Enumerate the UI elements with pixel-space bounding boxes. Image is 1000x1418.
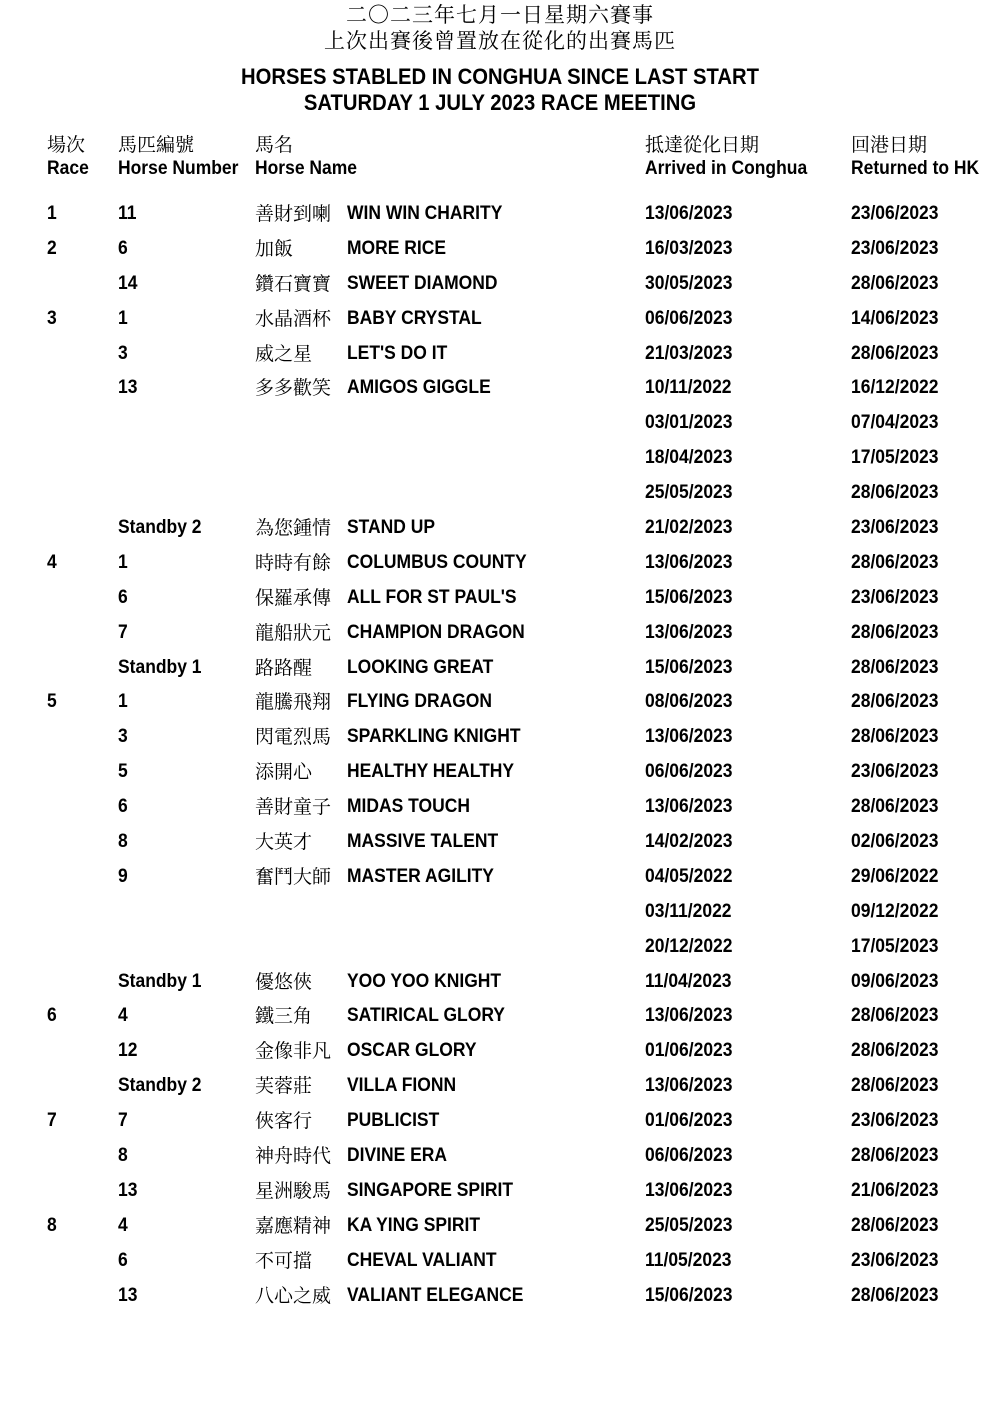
horse-name-zh-cell: 大英才 [255, 831, 313, 854]
table-row [0, 441, 1000, 476]
table-row [0, 302, 1000, 337]
race-cell: 3 [47, 307, 57, 329]
table-row [0, 1244, 1000, 1279]
horse-name-en-cell: HEALTHY HEALTHY [347, 761, 515, 783]
table-row [0, 790, 1000, 825]
title-en-line1: HORSES STABLED IN CONGHUA SINCE LAST START [240, 64, 760, 89]
horse-name-en-cell: MORE RICE [347, 237, 447, 259]
arrived-date-cell: 06/06/2023 [645, 307, 733, 329]
horse-name-en-cell: CHAMPION DRAGON [347, 621, 525, 643]
horse-name-en-cell: SWEET DIAMOND [347, 272, 498, 294]
header-returned-en: Returned to HK [851, 158, 980, 179]
returned-date-cell: 16/12/2022 [851, 377, 939, 399]
returned-date-cell: 09/06/2023 [851, 970, 939, 992]
returned-date-cell: 09/12/2022 [851, 900, 939, 922]
arrived-date-cell: 21/03/2023 [645, 342, 733, 364]
horse-name-zh-cell: 路路醒 [255, 656, 313, 679]
header-arrived [645, 133, 821, 181]
arrived-date-cell: 01/06/2023 [645, 1040, 733, 1062]
horse-name-zh-cell: 威之星 [255, 342, 313, 365]
horse-name-zh-cell: 龍船狀元 [255, 621, 332, 644]
horse-number-cell: 5 [118, 761, 128, 783]
returned-date-cell: 02/06/2023 [851, 831, 939, 853]
returned-date-cell: 23/06/2023 [851, 203, 939, 224]
horse-name-zh-cell: 鑽石寶寶 [255, 272, 332, 295]
arrived-date-cell: 01/06/2023 [645, 1110, 733, 1132]
horse-number-cell: Standby 2 [118, 517, 202, 539]
table-row [0, 755, 1000, 790]
horse-name-en-cell: OSCAR GLORY [347, 1040, 477, 1062]
table-row [0, 965, 1000, 1000]
arrived-date-cell: 13/06/2023 [645, 796, 733, 818]
horse-name-zh-cell: 多多歡笑 [255, 377, 332, 400]
arrived-date-cell: 13/06/2023 [645, 621, 733, 643]
horse-number-cell: 14 [118, 272, 138, 294]
table-row [0, 616, 1000, 651]
header-race-zh: 場次 [47, 134, 86, 156]
horse-name-zh-cell: 優悠俠 [255, 970, 313, 993]
table-row [0, 720, 1000, 755]
horse-number-cell: 12 [118, 1040, 138, 1062]
arrived-date-cell: 10/11/2022 [645, 377, 732, 399]
horse-number-cell: 6 [118, 237, 128, 259]
arrived-date-cell: 18/04/2023 [645, 447, 733, 469]
horse-name-en-cell: CHEVAL VALIANT [347, 1249, 497, 1271]
returned-date-cell: 23/06/2023 [851, 586, 939, 608]
race-cell: 6 [47, 1005, 57, 1027]
returned-date-cell: 23/06/2023 [851, 1249, 939, 1271]
horse-name-en-cell: LET'S DO IT [347, 342, 448, 364]
arrived-date-cell: 13/06/2023 [645, 726, 733, 748]
header-number-zh: 馬匹編號 [118, 134, 195, 156]
horse-name-en-cell: BABY CRYSTAL [347, 307, 482, 329]
horse-name-en-cell: MIDAS TOUCH [347, 796, 471, 818]
arrived-date-cell: 06/06/2023 [645, 761, 733, 783]
horse-number-cell: 6 [118, 796, 128, 818]
header-number-en: Horse Number [118, 158, 239, 179]
arrived-date-cell: 15/06/2023 [645, 1284, 733, 1306]
header-horse-name [255, 133, 366, 181]
horse-name-en-cell: LOOKING GREAT [347, 656, 494, 678]
horse-name-zh-cell: 芙蓉莊 [255, 1075, 313, 1098]
header-arrived-zh: 抵達從化日期 [645, 134, 760, 156]
table-row [0, 546, 1000, 581]
header-returned [851, 133, 990, 181]
table-row [0, 1174, 1000, 1209]
returned-date-cell: 28/06/2023 [851, 621, 939, 643]
horse-name-en-cell: YOO YOO KNIGHT [347, 970, 502, 992]
arrived-date-cell: 25/05/2023 [645, 482, 733, 504]
horse-number-cell: 3 [118, 726, 128, 748]
arrived-date-cell: 06/06/2023 [645, 1145, 733, 1167]
horse-number-cell: 13 [118, 1179, 138, 1201]
arrived-date-cell: 13/06/2023 [645, 551, 733, 573]
race-cell: 5 [47, 691, 57, 713]
race-cell: 2 [47, 237, 57, 259]
horse-name-zh-cell: 添開心 [255, 761, 313, 784]
horse-name-en-cell: VALIANT ELEGANCE [347, 1284, 524, 1306]
table-row [0, 197, 1000, 232]
horse-name-zh-cell: 時時有餘 [255, 551, 332, 574]
returned-date-cell: 28/06/2023 [851, 1040, 939, 1062]
returned-date-cell: 23/06/2023 [851, 1110, 939, 1132]
horse-number-cell: 11 [118, 203, 137, 224]
table-row [0, 267, 1000, 302]
returned-date-cell: 28/06/2023 [851, 691, 939, 713]
arrived-date-cell: 21/02/2023 [645, 517, 733, 539]
table-row [0, 895, 1000, 930]
horse-name-en-cell: SPARKLING KNIGHT [347, 726, 521, 748]
returned-date-cell: 23/06/2023 [851, 761, 939, 783]
returned-date-cell: 28/06/2023 [851, 1284, 939, 1306]
returned-date-cell: 28/06/2023 [851, 342, 939, 364]
horse-name-en-cell: WIN WIN CHARITY [347, 203, 503, 224]
arrived-date-cell: 13/06/2023 [645, 1075, 733, 1097]
arrived-date-cell: 16/03/2023 [645, 237, 733, 259]
title-zh-line2: 上次出賽後曾置放在從化的出賽馬匹 [324, 29, 676, 53]
arrived-date-cell: 08/06/2023 [645, 691, 733, 713]
horse-name-zh-cell: 八心之威 [255, 1284, 332, 1307]
returned-date-cell: 14/06/2023 [851, 307, 939, 329]
table-row [0, 1034, 1000, 1069]
horse-name-en-cell: PUBLICIST [347, 1110, 440, 1132]
horse-name-zh-cell: 鐵三角 [255, 1005, 313, 1028]
horse-number-cell: 6 [118, 1249, 128, 1271]
horse-table [0, 197, 1000, 1314]
header-name-en: Horse Name [255, 158, 358, 179]
horse-name-zh-cell: 奮鬥大師 [255, 865, 332, 888]
horse-name-en-cell: SATIRICAL GLORY [347, 1005, 505, 1027]
horse-name-zh-cell: 星洲駿馬 [255, 1179, 332, 1202]
arrived-date-cell: 15/06/2023 [645, 656, 733, 678]
horse-name-zh-cell: 神舟時代 [255, 1145, 332, 1168]
arrived-date-cell: 13/06/2023 [645, 1179, 733, 1201]
arrived-date-cell: 30/05/2023 [645, 272, 733, 294]
horse-name-zh-cell: 嘉應精神 [255, 1214, 332, 1237]
horse-number-cell: 7 [118, 1110, 128, 1132]
arrived-date-cell: 25/05/2023 [645, 1214, 733, 1236]
race-cell: 4 [47, 551, 57, 573]
horse-name-zh-cell: 閃電烈馬 [255, 726, 332, 749]
returned-date-cell: 28/06/2023 [851, 482, 939, 504]
horse-number-cell: 4 [118, 1005, 128, 1027]
header-arrived-en: Arrived in Conghua [645, 158, 808, 179]
table-row [0, 860, 1000, 895]
horse-name-en-cell: DIVINE ERA [347, 1145, 448, 1167]
table-row [0, 371, 1000, 406]
returned-date-cell: 28/06/2023 [851, 1005, 939, 1027]
header-race [47, 133, 92, 181]
horse-name-en-cell: FLYING DRAGON [347, 691, 493, 713]
race-cell: 1 [47, 203, 57, 224]
horse-name-zh-cell: 加飯 [255, 237, 294, 260]
table-row [0, 232, 1000, 267]
horse-name-zh-cell: 金像非凡 [255, 1040, 332, 1063]
table-row [0, 476, 1000, 511]
table-row [0, 999, 1000, 1034]
table-row [0, 1209, 1000, 1244]
horse-number-cell: 1 [118, 551, 128, 573]
header-race-en: Race [47, 158, 89, 179]
returned-date-cell: 23/06/2023 [851, 237, 939, 259]
horse-name-en-cell: MASTER AGILITY [347, 865, 494, 887]
table-row [0, 406, 1000, 441]
horse-number-cell: 13 [118, 377, 138, 399]
horse-name-en-cell: ALL FOR ST PAUL'S [347, 586, 517, 608]
returned-date-cell: 07/04/2023 [851, 412, 939, 434]
horse-name-zh-cell: 俠客行 [255, 1110, 313, 1133]
title-zh-line1: 二〇二三年七月一日星期六賽事 [346, 3, 654, 27]
header-horse-number [118, 133, 249, 181]
horse-number-cell: 3 [118, 342, 128, 364]
horse-number-cell: 7 [118, 621, 128, 643]
horse-number-cell: 1 [118, 307, 128, 329]
returned-date-cell: 28/06/2023 [851, 726, 939, 748]
table-row [0, 685, 1000, 720]
table-row [0, 511, 1000, 546]
arrived-date-cell: 14/02/2023 [645, 831, 733, 853]
horse-name-en-cell: COLUMBUS COUNTY [347, 551, 527, 573]
arrived-date-cell: 13/06/2023 [645, 1005, 733, 1027]
horse-name-en-cell: VILLA FIONN [347, 1075, 457, 1097]
returned-date-cell: 21/06/2023 [851, 1179, 939, 1201]
horse-number-cell: 8 [118, 831, 128, 853]
horse-name-en-cell: MASSIVE TALENT [347, 831, 499, 853]
table-row [0, 581, 1000, 616]
table-row [0, 1069, 1000, 1104]
header-name-zh: 馬名 [255, 134, 294, 156]
horse-name-en-cell: SINGAPORE SPIRIT [347, 1179, 514, 1201]
horse-name-en-cell: STAND UP [347, 517, 436, 539]
arrived-date-cell: 03/11/2022 [645, 900, 732, 922]
returned-date-cell: 28/06/2023 [851, 796, 939, 818]
table-row [0, 930, 1000, 965]
table-row [0, 337, 1000, 372]
arrived-date-cell: 20/12/2022 [645, 935, 733, 957]
arrived-date-cell: 04/05/2022 [645, 865, 733, 887]
arrived-date-cell: 11/04/2023 [645, 970, 732, 992]
returned-date-cell: 28/06/2023 [851, 1075, 939, 1097]
returned-date-cell: 29/06/2022 [851, 865, 939, 887]
horse-number-cell: 13 [118, 1284, 138, 1306]
returned-date-cell: 28/06/2023 [851, 272, 939, 294]
table-row [0, 1104, 1000, 1139]
horse-name-en-cell: AMIGOS GIGGLE [347, 377, 491, 399]
arrived-date-cell: 11/05/2023 [645, 1249, 732, 1271]
table-row [0, 1139, 1000, 1174]
document-title [0, 2, 1000, 116]
returned-date-cell: 23/06/2023 [851, 517, 939, 539]
horse-name-zh-cell: 保羅承傳 [255, 586, 332, 609]
title-en-line2: SATURDAY 1 JULY 2023 RACE MEETING [303, 90, 697, 115]
horse-number-cell: 8 [118, 1145, 128, 1167]
horse-name-zh-cell: 不可擋 [255, 1249, 313, 1272]
horse-name-zh-cell: 善財童子 [255, 796, 332, 819]
horse-name-zh-cell: 善財到喇 [255, 203, 332, 225]
returned-date-cell: 28/06/2023 [851, 1214, 939, 1236]
arrived-date-cell: 03/01/2023 [645, 412, 733, 434]
horse-name-en-cell: KA YING SPIRIT [347, 1214, 481, 1236]
horse-number-cell: Standby 1 [118, 970, 202, 992]
header-returned-zh: 回港日期 [851, 134, 928, 156]
horse-name-zh-cell: 為您鍾情 [255, 517, 332, 540]
returned-date-cell: 17/05/2023 [851, 447, 939, 469]
horse-name-zh-cell: 龍騰飛翔 [255, 691, 332, 714]
arrived-date-cell: 13/06/2023 [645, 203, 733, 224]
arrived-date-cell: 15/06/2023 [645, 586, 733, 608]
returned-date-cell: 28/06/2023 [851, 1145, 939, 1167]
returned-date-cell: 17/05/2023 [851, 935, 939, 957]
horse-number-cell: Standby 1 [118, 656, 202, 678]
horse-number-cell: 6 [118, 586, 128, 608]
table-row [0, 1279, 1000, 1314]
table-row [0, 651, 1000, 686]
race-cell: 7 [47, 1110, 57, 1132]
returned-date-cell: 28/06/2023 [851, 551, 939, 573]
horse-number-cell: 4 [118, 1214, 128, 1236]
horse-number-cell: 9 [118, 865, 128, 887]
horse-number-cell: 1 [118, 691, 128, 713]
horse-number-cell: Standby 2 [118, 1075, 202, 1097]
race-cell: 8 [47, 1214, 57, 1236]
table-row [0, 825, 1000, 860]
returned-date-cell: 28/06/2023 [851, 656, 939, 678]
horse-name-zh-cell: 水晶酒杯 [255, 307, 332, 330]
